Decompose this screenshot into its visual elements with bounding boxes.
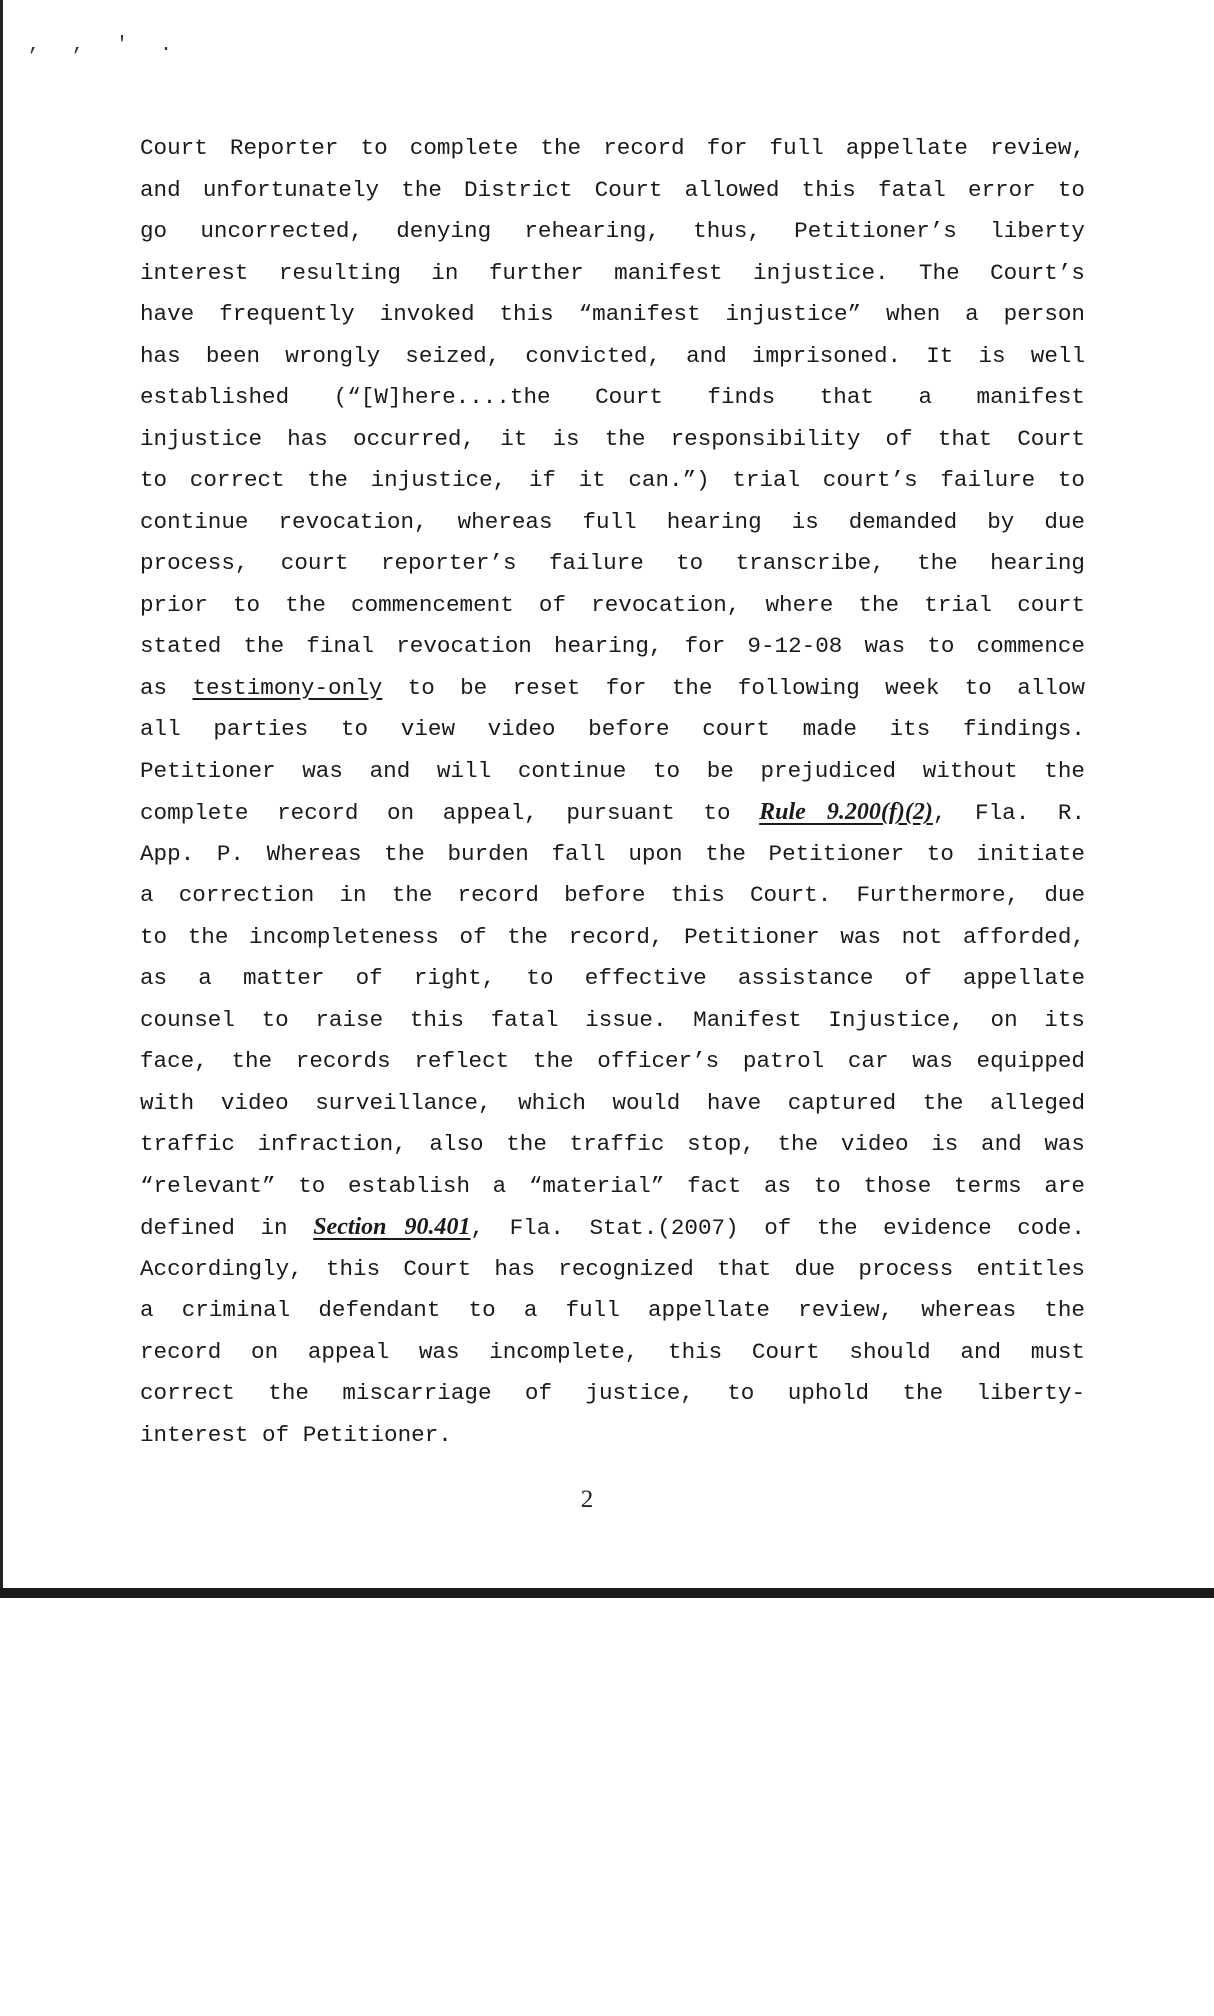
- text-line: [140, 958, 1085, 1000]
- text-run: as: [140, 674, 193, 701]
- bottom-border-line: [0, 1588, 1214, 1598]
- text-line: [140, 1124, 1085, 1166]
- text-run: correct the miscarriage of justice, to uphold the liberty-: [140, 1380, 1085, 1406]
- text-run: a correction in the record before this Court. Furthermore, due: [140, 882, 1085, 908]
- text-run: a criminal defendant to a full appellate review, whereas the: [140, 1297, 1085, 1323]
- text-run: Accordingly, this Court has recognized that due process entitles: [140, 1255, 1085, 1282]
- text-run: to correct the injustice, if it can.”) trial court’s failure to: [140, 467, 1085, 493]
- text-run: process, court reporter’s failure to transcribe, the hearing: [140, 550, 1085, 576]
- text-run: go uncorrected, denying rehearing, thus, Petitioner’s liberty: [140, 218, 1085, 244]
- page-number: 2: [580, 1486, 594, 1513]
- text-line: [140, 294, 1085, 336]
- text-line: [140, 460, 1085, 502]
- text-line: [140, 626, 1085, 668]
- text-line: [140, 1415, 1085, 1457]
- underlined-text: testimony-only: [192, 674, 383, 701]
- text-run: injustice has occurred, it is the responsibility of that Court: [140, 425, 1085, 452]
- text-line: [140, 1332, 1085, 1374]
- text-run: and unfortunately the District Court allowed this fatal error to: [140, 176, 1085, 203]
- text-run: interest of Petitioner.: [140, 1421, 452, 1448]
- scan-specks: , , ' .: [28, 34, 183, 57]
- text-run: established (“[W]here....the Court finds that a manifest: [140, 384, 1085, 410]
- text-run: all parties to view video before court made its findings.: [140, 716, 1085, 742]
- text-run: traffic infraction, also the traffic stop, the video is and was: [140, 1131, 1085, 1157]
- text-run: , Fla. Stat.(2007) of the evidence code.: [470, 1215, 1085, 1241]
- text-run: “relevant” to establish a “material” fact as to those terms are: [140, 1172, 1085, 1199]
- text-run: have frequently invoked this “manifest injustice” when a person: [140, 301, 1085, 327]
- text-line: [140, 170, 1085, 212]
- text-line: [140, 1166, 1085, 1208]
- text-run: to the incompleteness of the record, Petitioner was not afforded,: [140, 923, 1085, 950]
- text-line: [140, 1000, 1085, 1042]
- text-line: [140, 1249, 1085, 1291]
- text-line: [140, 917, 1085, 959]
- text-line: [140, 1083, 1085, 1125]
- text-line: [140, 128, 1085, 170]
- text-line: [140, 709, 1085, 751]
- text-run: to be reset for the following week to allow: [382, 674, 1085, 701]
- left-border-line: [0, 0, 3, 1594]
- text-line: [140, 1041, 1085, 1083]
- text-run: prior to the commencement of revocation, where the trial court: [140, 591, 1085, 618]
- text-run: continue revocation, whereas full hearing is demanded by due: [140, 508, 1085, 535]
- text-run: defined in: [140, 1215, 314, 1241]
- text-line: [140, 543, 1085, 585]
- text-run: Petitioner was and will continue to be prejudiced without the: [140, 757, 1085, 784]
- text-line: [140, 253, 1085, 295]
- text-line: [140, 875, 1085, 917]
- text-line: [140, 1373, 1085, 1415]
- text-run: stated the final revocation hearing, for 9-12-08 was to commence: [140, 633, 1085, 659]
- legal-citation: Rule 9.200(f)(2): [759, 799, 933, 825]
- text-run: Court Reporter to complete the record for full appellate review,: [140, 135, 1085, 161]
- text-run: as a matter of right, to effective assistance of appellate: [140, 965, 1085, 991]
- text-run: , Fla. R.: [932, 800, 1086, 826]
- body-paragraph: [140, 128, 1085, 1456]
- text-run: App. P. Whereas the burden fall upon the Petitioner to initiate: [140, 840, 1085, 867]
- text-run: counsel to raise this fatal issue. Manifest Injustice, on its: [140, 1006, 1085, 1033]
- text-line: [140, 377, 1085, 419]
- text-line: [140, 668, 1085, 710]
- text-run: face, the records reflect the officer’s patrol car was equipped: [140, 1048, 1085, 1074]
- text-line: [140, 1290, 1085, 1332]
- text-run: with video surveillance, which would have captured the alleged: [140, 1089, 1085, 1116]
- text-line: [140, 1207, 1085, 1249]
- text-run: interest resulting in further manifest injustice. The Court’s: [140, 259, 1085, 286]
- text-run: complete record on appeal, pursuant to: [140, 800, 760, 826]
- text-run: has been wrongly seized, convicted, and imprisoned. It is well: [140, 342, 1085, 369]
- text-line: [140, 585, 1085, 627]
- text-line: [140, 792, 1085, 834]
- text-line: [140, 336, 1085, 378]
- text-line: [140, 419, 1085, 461]
- text-line: [140, 751, 1085, 793]
- legal-citation: Section 90.401: [313, 1214, 471, 1240]
- text-line: [140, 834, 1085, 876]
- text-line: [140, 211, 1085, 253]
- text-line: [140, 502, 1085, 544]
- text-run: record on appeal was incomplete, this Court should and must: [140, 1338, 1085, 1365]
